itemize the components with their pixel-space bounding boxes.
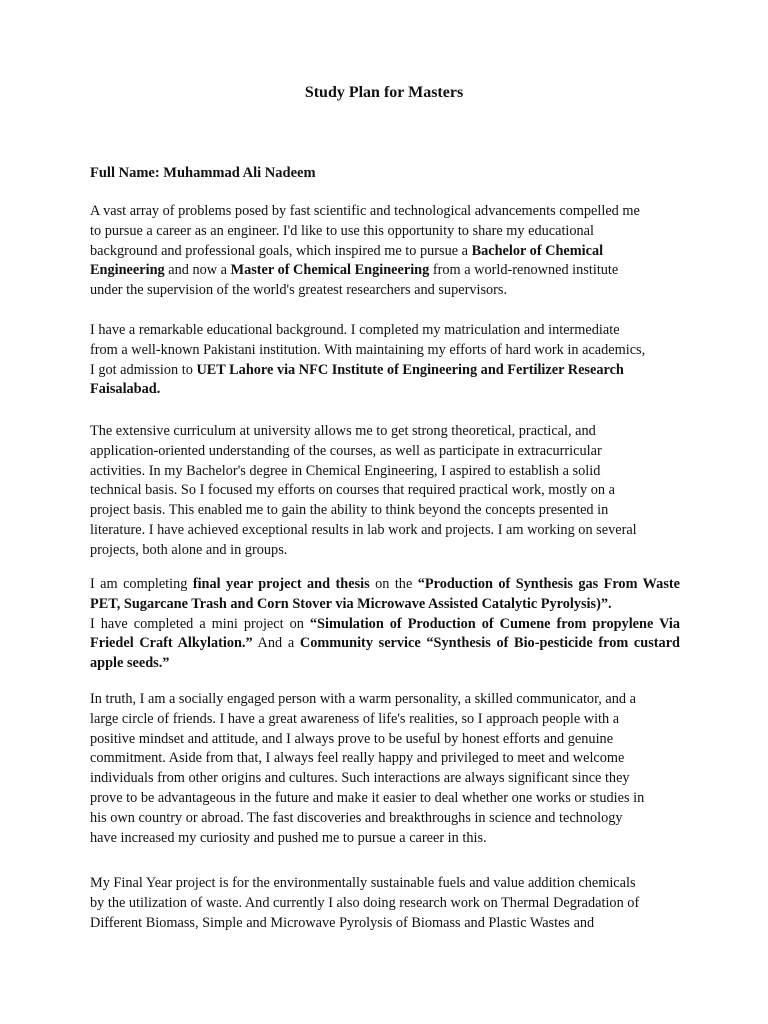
text-line	[90, 595, 680, 615]
text-span: and now a	[164, 262, 231, 279]
text-line: technical basis. So I focused my efforts on courses that required practical work, mostly on a	[90, 482, 615, 499]
text-line	[90, 380, 680, 400]
text-line: by the utilization of waste. And currently I also doing research work on Thermal Degradation of	[90, 894, 640, 911]
text-line: have increased my curiosity and pushed me to pursue a career in this.	[90, 829, 487, 846]
document-title: Study Plan for Masters	[304, 84, 464, 101]
text-span: on the	[369, 576, 418, 592]
paragraph-final-year	[90, 874, 680, 933]
text-line	[90, 634, 680, 654]
text-span: from a world-renowned institute	[429, 262, 619, 279]
text-line	[90, 261, 680, 281]
bold-text: Engineering	[90, 262, 165, 279]
text-line: application-oriented understanding of the courses, as well as participate in extracurricular	[90, 442, 602, 459]
text-span: I am completing	[90, 576, 193, 592]
bold-text: final year project and thesis	[192, 576, 370, 592]
text-line	[90, 242, 680, 262]
paragraph-personality	[90, 690, 680, 848]
paragraph-education	[90, 321, 680, 400]
text-line: The extensive curriculum at university allows me to get strong theoretical, practical, and	[90, 423, 596, 439]
bold-text: apple seeds.”	[90, 655, 170, 672]
paragraph-projects	[90, 575, 680, 674]
bold-text: “Synthesis of Bio-pesticide from custard	[426, 635, 680, 652]
text-span: And a	[252, 635, 300, 652]
text-span: I have completed a mini project on	[90, 615, 310, 632]
text-line: My Final Year project is for the environmentally sustainable fuels and value addition chemicals	[90, 875, 636, 891]
text-line: prove to be advantageous in the future and make it easier to deal whether one works or studies in	[90, 789, 645, 806]
text-line: from a well-known Pakistani institution. With maintaining my efforts of hard work in academics,	[90, 341, 646, 358]
bold-text: Master of Chemical Engineering	[230, 262, 430, 279]
full-name-line: Full Name: Muhammad Ali Nadeem	[90, 165, 316, 181]
text-line	[90, 361, 680, 381]
text-line: his own country or abroad. The fast discoveries and breakthroughs in science and technology	[90, 809, 623, 826]
text-line: I have a remarkable educational background. I completed my matriculation and intermediate	[90, 322, 620, 338]
bold-text: “Production of Synthesis gas From Waste	[417, 576, 680, 592]
paragraph-intro	[90, 202, 680, 301]
text-line: large circle of friends. I have a great awareness of life's realities, so I approach people with a	[90, 710, 620, 727]
bold-text: “Simulation of Production of Cumene from propylene Via	[309, 615, 680, 632]
text-line: Different Biomass, Simple and Microwave Pyrolysis of Biomass and Plastic Wastes and	[90, 914, 595, 931]
paragraph-curriculum	[90, 422, 680, 561]
text-line	[90, 615, 680, 635]
text-line	[90, 654, 680, 674]
text-line: projects, both alone and in groups.	[90, 541, 288, 558]
bold-text: PET, Sugarcane Trash and Corn Stover via Microwave Assisted Catalytic Pyrolysis)”.	[90, 595, 612, 612]
text-line: A vast array of problems posed by fast scientific and technological advancements compelled me	[90, 203, 640, 219]
bold-text: Friedel Craft Alkylation.”	[90, 635, 253, 652]
bold-text: Community service	[299, 635, 421, 652]
text-line: activities. In my Bachelor's degree in Chemical Engineering, I aspired to establish a solid	[90, 462, 601, 479]
text-line: under the supervision of the world's greatest researchers and supervisors.	[90, 282, 508, 299]
text-line: individuals from other origins and cultures. Such interactions are always significant since they	[90, 770, 630, 787]
text-line: commitment. Aside from that, I always feel really happy and privileged to meet and welcome	[90, 750, 625, 767]
text-span: background and professional goals, which inspired me to pursue a	[90, 242, 472, 259]
text-line: to pursue a career as an engineer. I'd like to use this opportunity to share my educational	[90, 222, 594, 239]
bold-text: Bachelor of Chemical	[471, 242, 604, 259]
bold-text: UET Lahore via NFC Institute of Engineering and Fertilizer Research	[196, 361, 624, 378]
text-line: positive mindset and attitude, and I always prove to be useful by honest efforts and genuine	[90, 730, 614, 747]
text-line: literature. I have achieved exceptional results in lab work and projects. I am working on several	[90, 521, 637, 538]
text-line: In truth, I am a socially engaged person with a warm personality, a skilled communicator, and a	[90, 691, 636, 707]
text-line	[90, 575, 680, 595]
text-span: I got admission to	[90, 361, 197, 378]
text-line: project basis. This enabled me to gain the ability to think beyond the concepts presented in	[90, 502, 609, 519]
bold-text: Faisalabad.	[90, 381, 161, 398]
